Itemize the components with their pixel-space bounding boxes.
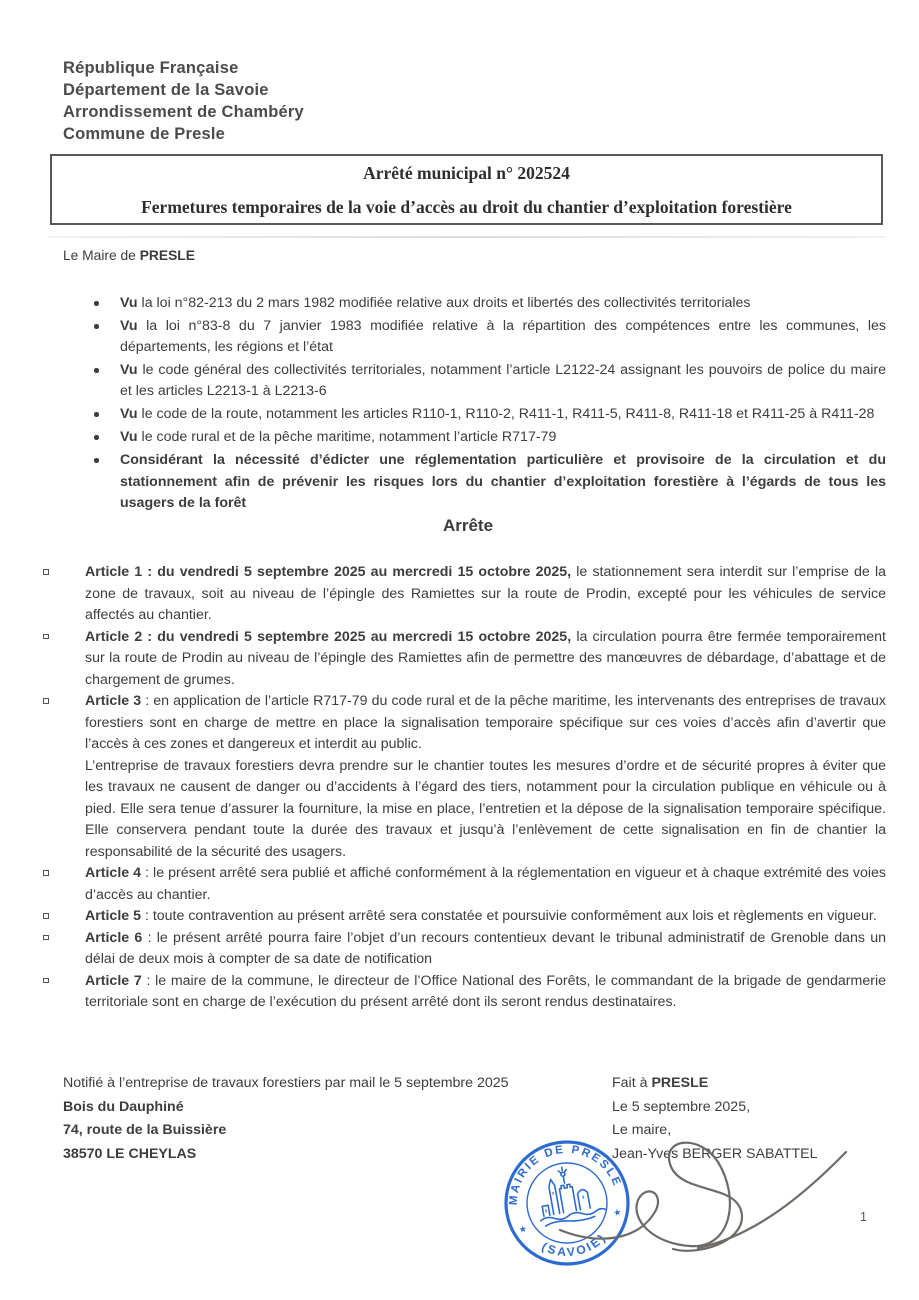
article-body: : en application de l’article R717-79 du code rural et de la pêche maritime, les intervenants des entreprises de travaux forestiers sont en charge de mettre en place la signalisation temporaire spécifique sur ces voies d’accès afin d’avertir que l’accès à ces zones et dangereux et interdit au public. — [85, 693, 886, 752]
bullet-square-icon — [43, 913, 49, 919]
articles-list — [40, 562, 886, 1014]
stamp-star-right-icon: ★ — [612, 1206, 623, 1219]
document-subtitle: Fermetures temporaires de la voie d’accès au droit du chantier d’exploitation forestière — [141, 197, 792, 217]
recital-item — [92, 316, 886, 358]
article-lead: Article 6 — [85, 929, 143, 946]
article-body: : le maire de la commune, le directeur de l’Office National des Forêts, le commandant de la brigade de gendarmerie territoriale sont en charge de l’exécution du présent arrêté dont ils seront rendus destinataires. — [85, 972, 886, 1010]
article-lead: Article 5 — [85, 908, 141, 924]
recital-text — [120, 427, 886, 448]
document-title: Arrêté municipal n° 202524 — [363, 163, 570, 183]
article-continuation: L’entreprise de travaux forestiers devra prendre sur le chantier toutes les mesures d’ordre et de sécurité propres à éviter que les travaux ne causent de danger ou d’accidents à l’égard des tiers, notamment pour la circulation publique en véhicule ou à pied. Elle sera tenue d’assurer la fourniture, la mise en place, l’entretien et la dépose de la signalisation temporaire spécifique. Elle conservera pendant toute la durée des travaux et jusqu’à l’enlèvement de cette signalisation en fin de chantier la responsabilité de la sécurité des usagers. — [85, 757, 886, 860]
signature-scribble-icon — [540, 1118, 860, 1268]
recital-lead: Considérant — [120, 452, 203, 468]
bullet-square-icon — [43, 569, 49, 575]
article-5 — [40, 906, 886, 928]
letterhead-line-arrondissement: Arrondissement de Chambéry — [63, 103, 304, 121]
letterhead-line-departement: Département de la Savoie — [63, 81, 269, 99]
article-text — [85, 971, 886, 1014]
article-body: : le présent arrêté sera publié et affiché conformément à la réglementation en vigueur et à chaque extrémité des voies d’accès au chantier. — [85, 865, 886, 903]
bullet-dot-icon — [94, 458, 99, 463]
article-text — [85, 906, 886, 928]
article-body: : le présent arrêté pourra faire l’objet d’un recours contentieux devant le tribunal administratif de Grenoble dans un délai de deux mois à compter de sa date de notification — [85, 929, 886, 967]
recital-body: la loi n°82-213 du 2 mars 1982 modifiée relative aux droits et libertés des collectivités territoriales — [137, 295, 751, 311]
article-4 — [40, 863, 886, 906]
recitals-list — [92, 293, 886, 517]
recital-lead: Vu — [120, 295, 138, 311]
recital-item — [92, 293, 886, 314]
bullet-dot-icon — [94, 435, 99, 440]
fait-line — [612, 1072, 818, 1096]
signature-stroke-2 — [669, 1143, 742, 1251]
bullet-dot-icon — [94, 368, 99, 373]
notification-block — [63, 1072, 509, 1166]
recital-body: la loi n°83-8 du 7 janvier 1983 modifiée relative à la répartition des compétences entre les communes, les départements, les régions et l’état — [120, 318, 886, 355]
recital-lead: Vu — [120, 429, 138, 445]
recital-body: la nécessité d’édicter une réglementation particulière et provisoire de la circulation et du stationnement afin de prévenir les risques lors du chantier d’exploitation forestière à l’égards de tous les usagers de la forêt — [120, 452, 886, 511]
recital-body: le code général des collectivités territoriales, notamment l’article L2122-24 assignant les pouvoirs de police du maire et les articles L2213-1 à L2213-6 — [120, 362, 886, 399]
letterhead-line-commune: Commune de Presle — [63, 125, 226, 143]
stamp-top-text: MAIRIE DE PRESLE — [507, 1143, 624, 1206]
bullet-dot-icon — [94, 324, 99, 329]
recital-text — [120, 316, 886, 358]
recital-text — [120, 404, 886, 425]
recital-body: le code rural et de la pêche maritime, notamment l’article R717-79 — [137, 429, 557, 445]
signer-name: Jean-Yves BERGER SABATTEL — [612, 1145, 818, 1162]
recital-text — [120, 293, 886, 314]
bullet-square-icon — [43, 698, 49, 704]
notified-line: Notifié à l’entreprise de travaux forestiers par mail le 5 septembre 2025 — [63, 1075, 509, 1091]
article-body: : toute contravention au présent arrêté sera constatée et poursuivie conformément aux lois et règlements en vigueur. — [141, 908, 877, 924]
letterhead — [63, 57, 304, 145]
article-7 — [40, 971, 886, 1014]
intro-prefix: Le Maire de — [63, 248, 140, 263]
bullet-square-icon — [43, 978, 49, 984]
recital-text — [120, 360, 886, 402]
article-lead: Article 4 — [85, 865, 142, 881]
article-lead: Article 2 : du vendredi 5 septembre 2025 au mercredi 15 octobre 2025, — [85, 628, 572, 645]
article-body: la circulation pourra être fermée temporairement sur la route de Prodin au niveau de l’épingle des Ramiettes afin de permettre des manœuvres de débardage, d’abattage et de chargement de grumes. — [85, 628, 886, 688]
company-name: Bois du Dauphiné — [63, 1098, 184, 1115]
title-box — [50, 154, 883, 225]
article-text — [85, 562, 886, 627]
intro-line — [63, 248, 195, 263]
article-lead: Article 3 — [85, 693, 142, 709]
stamp-bottom-text: (SAVOIE) — [539, 1229, 610, 1260]
date-line: Le 5 septembre 2025, — [612, 1098, 751, 1115]
article-body: le stationnement sera interdit sur l’emprise de la zone de travaux, soit au niveau de l’épingle des Ramiettes sur la route de Prodin, excepté pour les véhicules de service affectés au chantier. — [85, 564, 886, 623]
recital-body: le code de la route, notamment les articles R110-1, R110-2, R411-1, R411-5, R411-8, R411-18 et R411-25 à R411-28 — [137, 406, 875, 422]
article-text — [85, 627, 886, 692]
bullet-square-icon — [43, 634, 49, 640]
article-text — [85, 691, 886, 756]
article-3 — [40, 691, 886, 863]
recital-item — [92, 360, 886, 402]
article-text — [85, 928, 886, 971]
letterhead-line-republique: République Française — [63, 59, 239, 77]
recital-lead: Vu — [120, 318, 138, 334]
recital-item — [92, 404, 886, 425]
article-text — [85, 863, 886, 906]
scan-artifact-line — [48, 236, 886, 238]
bullet-square-icon — [43, 935, 49, 941]
signature-stroke-1 — [560, 1191, 690, 1246]
article-2 — [40, 627, 886, 692]
article-1 — [40, 562, 886, 627]
page-number: 1 — [860, 1210, 867, 1224]
recital-item — [92, 427, 886, 448]
stamp-star-left-icon: ★ — [518, 1223, 528, 1235]
recital-text — [120, 450, 886, 515]
fait-commune: PRESLE — [651, 1075, 709, 1091]
article-lead: Article 1 : du vendredi 5 septembre 2025 au mercredi 15 octobre 2025, — [85, 564, 572, 580]
recital-lead: Vu — [120, 406, 138, 422]
fait-prefix: Fait à — [612, 1075, 652, 1091]
arrete-heading: Arrête — [442, 516, 494, 535]
bullet-square-icon — [43, 870, 49, 876]
role-line: Le maire, — [612, 1122, 672, 1138]
recital-lead: Vu — [120, 362, 138, 378]
company-address: 74, route de la Buissière — [63, 1122, 227, 1138]
bullet-dot-icon — [94, 301, 99, 306]
company-city: 38570 LE CHEYLAS — [63, 1145, 197, 1162]
bullet-dot-icon — [94, 412, 99, 417]
article-6 — [40, 928, 886, 971]
recital-item-considerant — [92, 450, 886, 515]
article-lead: Article 7 — [85, 972, 142, 989]
intro-commune: PRESLE — [139, 248, 195, 263]
